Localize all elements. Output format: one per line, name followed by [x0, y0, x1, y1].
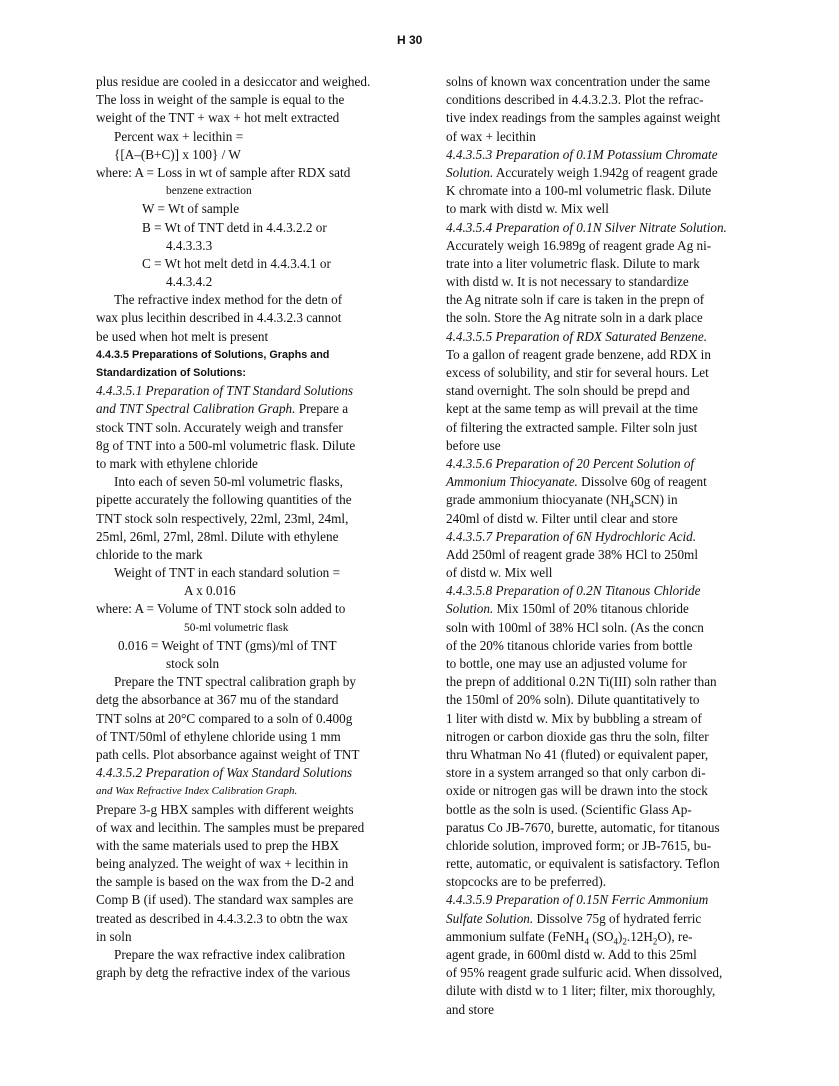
- subsection-heading: 4.4.3.5.9 Preparation of 0.15N Ferric Ammonium: [446, 892, 709, 908]
- subsection-heading: 4.4.3.5.2 Preparation of Wax Standard Solutions: [96, 765, 353, 781]
- subsection-heading: 4.4.3.5.4 Preparation of 0.1N Silver Nitrate Solution.: [446, 219, 727, 235]
- text-line: [446, 928, 768, 946]
- text-line: before use: [446, 437, 501, 453]
- subscript: 2: [622, 936, 627, 947]
- text-line: 240ml of distd w. Filter until clear and store: [446, 510, 678, 526]
- text-line: The loss in weight of the sample is equal to the: [96, 92, 345, 108]
- subscript: 4: [584, 936, 589, 947]
- text-line: Percent wax + lecithin =: [114, 128, 244, 144]
- text-line: benzene extraction: [166, 185, 252, 198]
- text-run: (SO: [588, 928, 614, 944]
- text-line: of TNT/50ml of ethylene chloride using 1 mm: [96, 728, 341, 744]
- text-line: 4.4.3.4.2: [166, 274, 213, 290]
- text-line: bottle as the soln is used. (Scientific Glass Ap-: [446, 801, 692, 817]
- text-line: kept at the same temp as will prevail at the time: [446, 401, 698, 417]
- text-run: Dissolve 60g of reagent: [577, 474, 707, 490]
- text-run: ): [618, 928, 623, 944]
- text-line: Prepare 3-g HBX samples with different weights: [96, 801, 354, 817]
- text-line: the prepn of additional 0.2N Ti(III) soln rather than: [446, 674, 717, 690]
- subsection-heading: 4.4.3.5.6 Preparation of 20 Percent Solution of: [446, 455, 695, 471]
- text-line: [446, 910, 768, 928]
- text-run: Accurately weigh 1.942g of reagent grade: [493, 164, 718, 180]
- text-line: detg the absorbance at 367 mu of the standard: [96, 692, 339, 708]
- text-line: oxide or nitrogen gas will be drawn into the stock: [446, 783, 708, 799]
- text-run: O), re-: [657, 928, 693, 944]
- text-line: weight of the TNT + wax + hot melt extracted: [96, 110, 340, 126]
- text-line: nitrogen or carbon dioxide gas thru the soln, filter: [446, 728, 709, 744]
- text-line: Comp B (if used). The standard wax samples are: [96, 892, 354, 908]
- text-line: with the same materials used to prep the HBX: [96, 837, 340, 853]
- text-line: rette, automatic, or equivalent is satisfactory. Teflon: [446, 856, 720, 872]
- subsection-heading: 4.4.3.5.8 Preparation of 0.2N Titanous Chloride: [446, 583, 701, 599]
- text-line: stopcocks are to be preferred).: [446, 874, 607, 890]
- text-line: plus residue are cooled in a desiccator and weighed.: [96, 74, 371, 89]
- subsection-heading-part: Solution.: [446, 164, 494, 180]
- text-line: [446, 473, 768, 491]
- subscript: 2: [652, 936, 658, 947]
- text-line: C = Wt hot melt detd in 4.4.3.4.1 or: [142, 255, 331, 271]
- text-line: to mark with ethylene chloride: [96, 455, 258, 471]
- text-line: pipette accurately the following quantities of the: [96, 492, 352, 508]
- text-line: solns of known wax concentration under the same: [446, 74, 711, 89]
- text-line: B = Wt of TNT detd in 4.4.3.2.2 or: [142, 219, 327, 235]
- text-line: chloride solution, improved form; or JB-7615, bu-: [446, 837, 712, 853]
- subsection-heading: 4.4.3.5.7 Preparation of 6N Hydrochloric Acid.: [446, 528, 697, 544]
- subscript: 4: [629, 499, 634, 510]
- text-line: where: A = Volume of TNT stock soln added to: [96, 601, 346, 617]
- text-line: {[A–(B+C)] x 100} / W: [114, 146, 241, 162]
- text-line: dilute with distd w to 1 liter; filter, mix thoroughly,: [446, 983, 716, 999]
- text-line: of wax and lecithin. The samples must be prepared: [96, 819, 365, 835]
- text-line: conditions described in 4.4.3.2.3. Plot the refrac-: [446, 92, 704, 108]
- subsection-heading-part: Solution.: [446, 601, 494, 617]
- text-line: [96, 400, 410, 418]
- text-line: TNT stock soln respectively, 22ml, 23ml, 24ml,: [96, 510, 349, 526]
- subsection-heading: and Wax Refractive Index Calibration Graph.: [96, 785, 298, 798]
- text-line: the Ag nitrate soln if care is taken in the prepn of: [446, 292, 705, 308]
- text-run: Mix 150ml of 20% titanous chloride: [493, 601, 689, 617]
- subsection-heading-part: Ammonium Thiocyanate.: [446, 474, 578, 490]
- text-line: be used when hot melt is present: [96, 328, 269, 344]
- text-line: 8g of TNT into a 500-ml volumetric flask. Dilute: [96, 437, 356, 453]
- text-line: The refractive index method for the detn of: [114, 292, 343, 308]
- text-run: Prepare a: [295, 401, 349, 417]
- text-line: thru Whatman No 41 (fluted) or equivalent paper,: [446, 746, 709, 762]
- subsection-heading: 4.4.3.5.1 Preparation of TNT Standard Solutions: [96, 383, 354, 399]
- text-line: graph by detg the refractive index of the various: [96, 965, 351, 981]
- text-line: Add 250ml of reagent grade 38% HCl to 250ml: [446, 546, 698, 562]
- text-line: the 150ml of 20% soln). Dilute quantitatively to: [446, 692, 700, 708]
- text-line: of 95% reagent grade sulfuric acid. When dissolved,: [446, 965, 723, 981]
- text-line: with distd w. It is not necessary to standardize: [446, 274, 689, 290]
- subsection-heading: 4.4.3.5.5 Preparation of RDX Saturated Benzene.: [446, 328, 708, 344]
- text-line: being analyzed. The weight of wax + lecithin in: [96, 856, 349, 872]
- text-line: treated as described in 4.4.3.2.3 to obtn the wax: [96, 910, 348, 926]
- text-line: stand overnight. The soln should be prepd and: [446, 383, 690, 399]
- text-line: Weight of TNT in each standard solution =: [114, 565, 341, 581]
- text-run: .12H: [626, 928, 653, 944]
- text-line: TNT solns at 20°C compared to a soln of 0.400g: [96, 710, 353, 726]
- text-line: [446, 164, 768, 182]
- text-line: of filtering the extracted sample. Filter soln just: [446, 419, 698, 435]
- subsection-heading-part: Sulfate Solution.: [446, 910, 534, 926]
- text-line: trate into a liter volumetric flask. Dilute to mark: [446, 255, 700, 271]
- subsection-heading: 4.4.3.5.3 Preparation of 0.1M Potassium Chromate: [446, 146, 718, 162]
- text-line: excess of solubility, and stir for several hours. Let: [446, 365, 709, 380]
- subscript: 4: [613, 936, 618, 947]
- text-line: stock soln: [166, 656, 220, 671]
- text-run: grade ammonium thiocyanate (NH: [446, 492, 630, 508]
- text-line: stock TNT soln. Accurately weigh and transfer: [96, 419, 343, 435]
- text-line: of the 20% titanous chloride varies from bottle: [446, 637, 693, 653]
- text-line: to mark with distd w. Mix well: [446, 201, 609, 217]
- text-line: K chromate into a 100-ml volumetric flask. Dilute: [446, 183, 712, 199]
- text-line: paratus Co JB-7670, burette, automatic, for titanous: [446, 819, 720, 835]
- text-line: Prepare the wax refractive index calibration: [114, 947, 346, 962]
- text-line: wax plus lecithin described in 4.4.3.2.3 cannot: [96, 310, 342, 326]
- text-line: 4.4.3.3.3: [166, 237, 213, 253]
- subsection-heading-part: and TNT Spectral Calibration Graph.: [96, 401, 296, 417]
- text-line: [446, 600, 768, 618]
- text-line: soln with 100ml of 38% HCl soln. (As the concn: [446, 619, 704, 635]
- text-line: of distd w. Mix well: [446, 565, 553, 581]
- text-line: where: A = Loss in wt of sample after RDX satd: [96, 164, 351, 180]
- text-run: ammonium sulfate (FeNH: [446, 928, 585, 944]
- page-header: H 30: [397, 33, 423, 47]
- text-line: in soln: [96, 928, 132, 944]
- text-line: 0.016 = Weight of TNT (gms)/ml of TNT: [118, 637, 337, 653]
- text-line: path cells. Plot absorbance against weight of TNT: [96, 746, 360, 762]
- text-line: 1 liter with distd w. Mix by bubbling a stream of: [446, 710, 702, 726]
- text-line: of wax + lecithin: [446, 128, 536, 144]
- text-line: Prepare the TNT spectral calibration graph by: [114, 674, 356, 690]
- text-line: to bottle, one may use an adjusted volume for: [446, 656, 687, 671]
- section-heading: 4.4.3.5 Preparations of Solutions, Graphs and: [96, 348, 330, 361]
- text-line: agent grade, in 600ml distd w. Add to this 25ml: [446, 947, 697, 962]
- right-column: [446, 73, 768, 1019]
- text-run: Dissolve 75g of hydrated ferric: [533, 910, 702, 926]
- text-run: SCN) in: [633, 492, 678, 508]
- text-line: tive index readings from the samples against weight: [446, 110, 721, 126]
- text-line: the soln. Store the Ag nitrate soln in a dark place: [446, 310, 703, 326]
- left-column: [96, 73, 410, 982]
- text-line: To a gallon of reagent grade benzene, add RDX in: [446, 346, 711, 362]
- text-line: chloride to the mark: [96, 546, 203, 562]
- text-line: the sample is based on the wax from the D-2 and: [96, 874, 354, 890]
- text-line: 50-ml volumetric flask: [184, 621, 289, 634]
- text-line: and store: [446, 1001, 494, 1017]
- text-line: A x 0.016: [184, 583, 236, 599]
- text-line: [446, 491, 768, 509]
- text-line: Into each of seven 50-ml volumetric flasks,: [114, 474, 343, 490]
- text-line: store in a system arranged so that only carbon di-: [446, 765, 706, 781]
- text-line: 25ml, 26ml, 27ml, 28ml. Dilute with ethylene: [96, 528, 339, 544]
- text-line: W = Wt of sample: [142, 201, 240, 217]
- section-heading: Standardization of Solutions:: [96, 367, 246, 379]
- text-line: Accurately weigh 16.989g of reagent grade Ag ni-: [446, 237, 712, 253]
